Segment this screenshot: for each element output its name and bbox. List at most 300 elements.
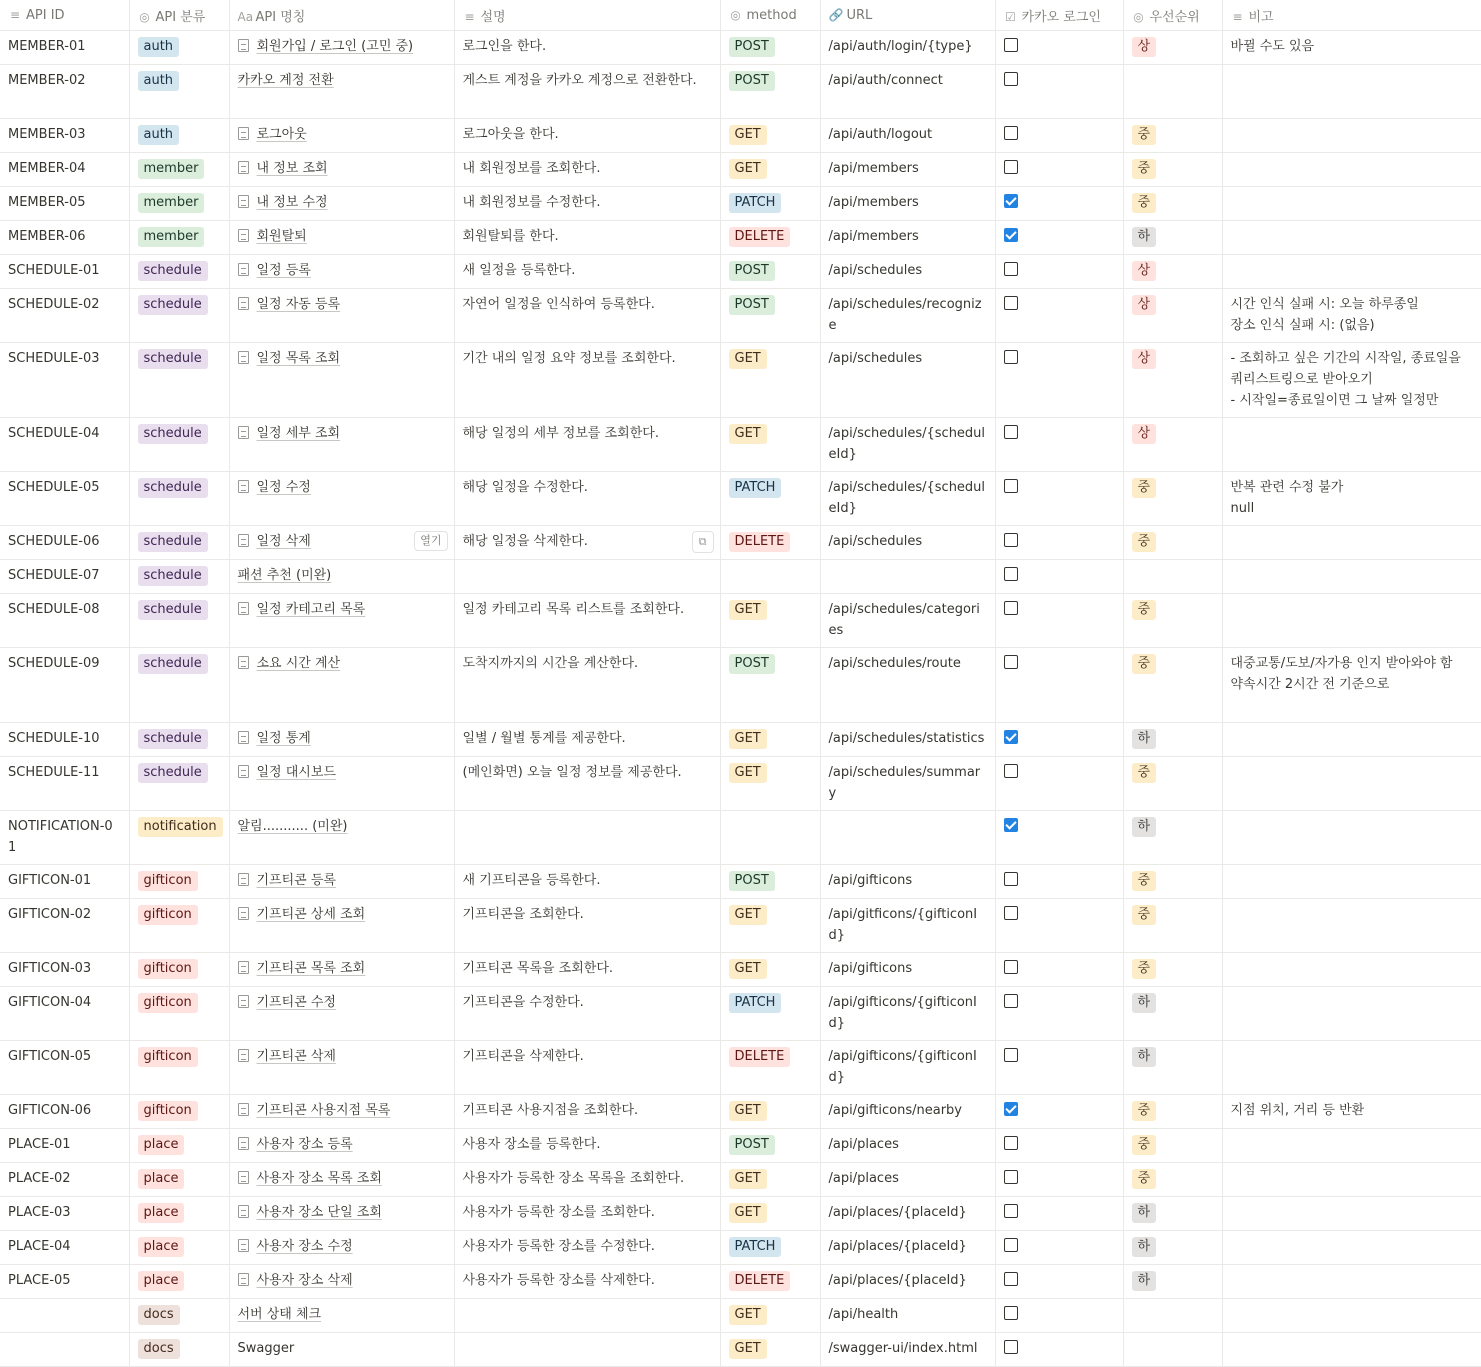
url-cell[interactable]: /api/health	[820, 1299, 995, 1333]
method-cell[interactable]	[720, 865, 820, 899]
description-cell[interactable]	[454, 560, 720, 594]
category-cell[interactable]	[129, 526, 229, 560]
method-cell[interactable]	[720, 953, 820, 987]
category-cell[interactable]	[129, 418, 229, 472]
checkbox-unchecked[interactable]	[1004, 872, 1018, 886]
api-name-link[interactable]: 일정 대시보드	[256, 765, 336, 780]
description-cell[interactable]	[454, 987, 720, 1041]
description-cell[interactable]	[454, 953, 720, 987]
method-cell[interactable]	[720, 648, 820, 723]
category-cell[interactable]	[129, 1265, 229, 1299]
checkbox-unchecked[interactable]	[1004, 960, 1018, 974]
header-priority[interactable]	[1123, 0, 1222, 31]
api-name-cell[interactable]	[229, 1333, 454, 1367]
description-cell[interactable]	[454, 1265, 720, 1299]
api-name-link[interactable]: 사용자 장소 목록 조회	[256, 1171, 382, 1186]
category-cell[interactable]	[129, 153, 229, 187]
copy-icon[interactable]: ⧉	[692, 531, 714, 553]
description-cell[interactable]	[454, 1333, 720, 1367]
url-cell[interactable]: /api/schedules/{scheduleId}	[820, 418, 995, 472]
category-cell[interactable]	[129, 899, 229, 953]
description-cell[interactable]	[454, 119, 720, 153]
api-id-cell[interactable]: PLACE-05	[0, 1265, 129, 1299]
checkbox-unchecked[interactable]	[1004, 1136, 1018, 1150]
checkbox-unchecked[interactable]	[1004, 655, 1018, 669]
note-cell[interactable]	[1222, 594, 1481, 648]
checkbox-checked[interactable]	[1004, 1102, 1018, 1116]
api-name-link[interactable]: 로그아웃	[256, 127, 307, 142]
method-cell[interactable]	[720, 65, 820, 119]
header-category[interactable]	[129, 0, 229, 31]
url-cell[interactable]: /api/gifticons/nearby	[820, 1095, 995, 1129]
note-cell[interactable]	[1222, 187, 1481, 221]
checkbox-unchecked[interactable]	[1004, 601, 1018, 615]
description-cell[interactable]	[454, 153, 720, 187]
priority-cell[interactable]	[1123, 1299, 1222, 1333]
api-name-link[interactable]: 기프티콘 사용지점 목록	[256, 1103, 391, 1118]
api-name-cell[interactable]	[229, 1041, 454, 1095]
api-name-cell[interactable]	[229, 31, 454, 65]
checkbox-unchecked[interactable]	[1004, 126, 1018, 140]
url-cell[interactable]: /api/members	[820, 187, 995, 221]
description-cell[interactable]	[454, 472, 720, 526]
header-api-id[interactable]	[0, 0, 129, 31]
method-cell[interactable]	[720, 1299, 820, 1333]
note-cell[interactable]	[1222, 560, 1481, 594]
api-name-cell[interactable]	[229, 119, 454, 153]
header-url[interactable]	[820, 0, 995, 31]
checkbox-unchecked[interactable]	[1004, 262, 1018, 276]
api-id-cell[interactable]: SCHEDULE-03	[0, 343, 129, 418]
category-cell[interactable]	[129, 1333, 229, 1367]
priority-cell[interactable]	[1123, 65, 1222, 119]
priority-cell[interactable]	[1123, 1197, 1222, 1231]
note-cell[interactable]	[1222, 987, 1481, 1041]
checkbox-unchecked[interactable]	[1004, 1170, 1018, 1184]
method-cell[interactable]	[720, 1041, 820, 1095]
checkbox-unchecked[interactable]	[1004, 1306, 1018, 1320]
checkbox-unchecked[interactable]	[1004, 533, 1018, 547]
api-name-cell[interactable]	[229, 899, 454, 953]
method-cell[interactable]	[720, 1129, 820, 1163]
api-name-link[interactable]: 기프티콘 등록	[256, 873, 336, 888]
api-name-cell[interactable]	[229, 289, 454, 343]
url-cell[interactable]: /api/schedules	[820, 255, 995, 289]
category-cell[interactable]	[129, 648, 229, 723]
note-cell[interactable]	[1222, 221, 1481, 255]
checkbox-unchecked[interactable]	[1004, 1272, 1018, 1286]
url-cell[interactable]: /api/places/{placeId}	[820, 1231, 995, 1265]
category-cell[interactable]	[129, 723, 229, 757]
api-name-link[interactable]: 사용자 장소 단일 조회	[256, 1205, 382, 1220]
note-cell[interactable]	[1222, 31, 1481, 65]
description-cell[interactable]	[454, 255, 720, 289]
method-cell[interactable]	[720, 343, 820, 418]
api-id-cell[interactable]: SCHEDULE-08	[0, 594, 129, 648]
api-name-link[interactable]: 일정 수정	[256, 480, 311, 495]
note-cell[interactable]	[1222, 418, 1481, 472]
url-cell[interactable]: /api/schedules/categories	[820, 594, 995, 648]
priority-cell[interactable]	[1123, 526, 1222, 560]
url-cell[interactable]: /api/schedules/route	[820, 648, 995, 723]
method-cell[interactable]	[720, 1095, 820, 1129]
method-cell[interactable]	[720, 1197, 820, 1231]
priority-cell[interactable]	[1123, 31, 1222, 65]
api-name-cell[interactable]	[229, 723, 454, 757]
category-cell[interactable]	[129, 343, 229, 418]
api-id-cell[interactable]: PLACE-01	[0, 1129, 129, 1163]
checkbox-unchecked[interactable]	[1004, 38, 1018, 52]
note-cell[interactable]	[1222, 472, 1481, 526]
priority-cell[interactable]	[1123, 119, 1222, 153]
priority-cell[interactable]	[1123, 723, 1222, 757]
note-cell[interactable]	[1222, 1041, 1481, 1095]
description-cell[interactable]	[454, 1163, 720, 1197]
method-cell[interactable]	[720, 987, 820, 1041]
note-cell[interactable]	[1222, 1129, 1481, 1163]
checkbox-unchecked[interactable]	[1004, 425, 1018, 439]
url-cell[interactable]: /api/schedules/summary	[820, 757, 995, 811]
priority-cell[interactable]	[1123, 472, 1222, 526]
api-name-link[interactable]: 일정 통계	[256, 731, 311, 746]
method-cell[interactable]	[720, 119, 820, 153]
header-method[interactable]	[720, 0, 820, 31]
api-id-cell[interactable]	[0, 1299, 129, 1333]
description-cell[interactable]	[454, 31, 720, 65]
api-id-cell[interactable]: GIFTICON-05	[0, 1041, 129, 1095]
api-name-cell[interactable]	[229, 1197, 454, 1231]
api-id-cell[interactable]: GIFTICON-04	[0, 987, 129, 1041]
api-name-link[interactable]: 사용자 장소 삭제	[256, 1273, 353, 1288]
description-cell[interactable]	[454, 418, 720, 472]
note-cell[interactable]	[1222, 757, 1481, 811]
note-cell[interactable]	[1222, 723, 1481, 757]
method-cell[interactable]	[720, 221, 820, 255]
method-cell[interactable]	[720, 757, 820, 811]
api-id-cell[interactable]: SCHEDULE-10	[0, 723, 129, 757]
api-name-link[interactable]: 내 정보 수정	[256, 195, 328, 210]
api-name-link[interactable]: 기프티콘 목록 조회	[256, 961, 366, 976]
api-name-link[interactable]: 사용자 장소 수정	[256, 1239, 353, 1254]
note-cell[interactable]	[1222, 255, 1481, 289]
checkbox-unchecked[interactable]	[1004, 350, 1018, 364]
method-cell[interactable]	[720, 472, 820, 526]
url-cell[interactable]: /api/places	[820, 1163, 995, 1197]
api-name-cell[interactable]	[229, 153, 454, 187]
priority-cell[interactable]	[1123, 1041, 1222, 1095]
category-cell[interactable]	[129, 119, 229, 153]
api-id-cell[interactable]	[0, 1333, 129, 1367]
api-name-link[interactable]: 기프티콘 수정	[256, 995, 336, 1010]
priority-cell[interactable]	[1123, 560, 1222, 594]
priority-cell[interactable]	[1123, 899, 1222, 953]
api-name-link[interactable]: 카카오 계정 전환	[237, 73, 334, 88]
url-cell[interactable]: /api/places	[820, 1129, 995, 1163]
api-name-link[interactable]: 회원탈퇴	[256, 229, 307, 244]
api-name-link[interactable]: 사용자 장소 등록	[256, 1137, 353, 1152]
method-cell[interactable]	[720, 594, 820, 648]
category-cell[interactable]	[129, 953, 229, 987]
api-id-cell[interactable]: MEMBER-02	[0, 65, 129, 119]
checkbox-unchecked[interactable]	[1004, 1048, 1018, 1062]
category-cell[interactable]	[129, 1041, 229, 1095]
api-id-cell[interactable]: MEMBER-03	[0, 119, 129, 153]
api-id-cell[interactable]: MEMBER-05	[0, 187, 129, 221]
note-cell[interactable]	[1222, 343, 1481, 418]
url-cell[interactable]: /api/gifticons	[820, 953, 995, 987]
api-name-cell[interactable]	[229, 343, 454, 418]
description-cell[interactable]	[454, 221, 720, 255]
api-name-link[interactable]: 일정 세부 조회	[256, 426, 341, 441]
checkbox-unchecked[interactable]	[1004, 567, 1018, 581]
description-cell[interactable]	[454, 526, 720, 560]
checkbox-unchecked[interactable]	[1004, 1238, 1018, 1252]
api-name-cell[interactable]	[229, 418, 454, 472]
url-cell[interactable]: /api/places/{placeId}	[820, 1265, 995, 1299]
api-id-cell[interactable]: SCHEDULE-09	[0, 648, 129, 723]
api-name-cell[interactable]	[229, 65, 454, 119]
priority-cell[interactable]	[1123, 1095, 1222, 1129]
api-name-cell[interactable]	[229, 1265, 454, 1299]
api-id-cell[interactable]: PLACE-03	[0, 1197, 129, 1231]
method-cell[interactable]	[720, 187, 820, 221]
checkbox-unchecked[interactable]	[1004, 906, 1018, 920]
method-cell[interactable]	[720, 560, 820, 594]
url-cell[interactable]: /api/auth/login/{type}	[820, 31, 995, 65]
api-name-link[interactable]: 일정 목록 조회	[256, 351, 341, 366]
category-cell[interactable]	[129, 1095, 229, 1129]
api-name-cell[interactable]	[229, 187, 454, 221]
method-cell[interactable]	[720, 255, 820, 289]
checkbox-checked[interactable]	[1004, 228, 1018, 242]
api-name-cell[interactable]	[229, 1299, 454, 1333]
category-cell[interactable]	[129, 1129, 229, 1163]
priority-cell[interactable]	[1123, 289, 1222, 343]
description-cell[interactable]	[454, 865, 720, 899]
api-name-cell[interactable]	[229, 526, 454, 560]
api-id-cell[interactable]: MEMBER-04	[0, 153, 129, 187]
description-cell[interactable]	[454, 289, 720, 343]
api-id-cell[interactable]: GIFTICON-01	[0, 865, 129, 899]
api-name-cell[interactable]	[229, 648, 454, 723]
note-cell[interactable]	[1222, 1299, 1481, 1333]
priority-cell[interactable]	[1123, 255, 1222, 289]
description-cell[interactable]	[454, 594, 720, 648]
description-cell[interactable]	[454, 65, 720, 119]
api-name-cell[interactable]	[229, 1163, 454, 1197]
note-cell[interactable]	[1222, 119, 1481, 153]
description-cell[interactable]	[454, 648, 720, 723]
api-name-link[interactable]: 패션 추천 (미완)	[237, 568, 332, 583]
category-cell[interactable]	[129, 987, 229, 1041]
priority-cell[interactable]	[1123, 1163, 1222, 1197]
api-id-cell[interactable]: SCHEDULE-04	[0, 418, 129, 472]
priority-cell[interactable]	[1123, 343, 1222, 418]
method-cell[interactable]	[720, 1265, 820, 1299]
url-cell[interactable]: /api/places/{placeId}	[820, 1197, 995, 1231]
api-id-cell[interactable]: GIFTICON-03	[0, 953, 129, 987]
api-name-cell[interactable]	[229, 1095, 454, 1129]
category-cell[interactable]	[129, 31, 229, 65]
api-id-cell[interactable]: SCHEDULE-07	[0, 560, 129, 594]
checkbox-checked[interactable]	[1004, 730, 1018, 744]
priority-cell[interactable]	[1123, 953, 1222, 987]
url-cell[interactable]	[820, 811, 995, 865]
description-cell[interactable]	[454, 811, 720, 865]
api-id-cell[interactable]: SCHEDULE-01	[0, 255, 129, 289]
method-cell[interactable]	[720, 153, 820, 187]
note-cell[interactable]	[1222, 648, 1481, 723]
category-cell[interactable]	[129, 255, 229, 289]
url-cell[interactable]: /api/schedules/recognize	[820, 289, 995, 343]
description-cell[interactable]	[454, 1129, 720, 1163]
checkbox-unchecked[interactable]	[1004, 160, 1018, 174]
method-cell[interactable]	[720, 31, 820, 65]
url-cell[interactable]: /api/gifticons/{gifticonId}	[820, 1041, 995, 1095]
priority-cell[interactable]	[1123, 418, 1222, 472]
api-name-cell[interactable]	[229, 987, 454, 1041]
note-cell[interactable]	[1222, 811, 1481, 865]
api-id-cell[interactable]: GIFTICON-02	[0, 899, 129, 953]
url-cell[interactable]: /api/auth/connect	[820, 65, 995, 119]
api-name-cell[interactable]	[229, 560, 454, 594]
method-cell[interactable]	[720, 289, 820, 343]
url-cell[interactable]: /api/schedules	[820, 343, 995, 418]
method-cell[interactable]	[720, 418, 820, 472]
note-cell[interactable]	[1222, 865, 1481, 899]
api-name-cell[interactable]	[229, 811, 454, 865]
method-cell[interactable]	[720, 1333, 820, 1367]
api-name-cell[interactable]	[229, 472, 454, 526]
description-cell[interactable]	[454, 723, 720, 757]
category-cell[interactable]	[129, 865, 229, 899]
api-name-link[interactable]: 일정 자동 등록	[256, 297, 341, 312]
category-cell[interactable]	[129, 560, 229, 594]
description-cell[interactable]	[454, 343, 720, 418]
priority-cell[interactable]	[1123, 153, 1222, 187]
header-note[interactable]	[1222, 0, 1481, 31]
method-cell[interactable]	[720, 811, 820, 865]
url-cell[interactable]: /api/gitficons/{gifticonId}	[820, 899, 995, 953]
header-api-name[interactable]	[229, 0, 454, 31]
priority-cell[interactable]	[1123, 221, 1222, 255]
api-name-cell[interactable]	[229, 953, 454, 987]
note-cell[interactable]	[1222, 1265, 1481, 1299]
checkbox-unchecked[interactable]	[1004, 994, 1018, 1008]
priority-cell[interactable]	[1123, 757, 1222, 811]
category-cell[interactable]	[129, 594, 229, 648]
api-id-cell[interactable]: NOTIFICATION-01	[0, 811, 129, 865]
api-id-cell[interactable]: GIFTICON-06	[0, 1095, 129, 1129]
api-name-link[interactable]: 기프티콘 삭제	[256, 1049, 336, 1064]
category-cell[interactable]	[129, 289, 229, 343]
category-cell[interactable]	[129, 472, 229, 526]
priority-cell[interactable]	[1123, 987, 1222, 1041]
category-cell[interactable]	[129, 187, 229, 221]
note-cell[interactable]	[1222, 899, 1481, 953]
priority-cell[interactable]	[1123, 1129, 1222, 1163]
url-cell[interactable]: /api/schedules	[820, 526, 995, 560]
note-cell[interactable]	[1222, 1197, 1481, 1231]
api-name-cell[interactable]	[229, 865, 454, 899]
description-cell[interactable]	[454, 1095, 720, 1129]
api-name-link[interactable]: 일정 등록	[256, 263, 311, 278]
note-cell[interactable]	[1222, 65, 1481, 119]
checkbox-checked[interactable]	[1004, 818, 1018, 832]
checkbox-unchecked[interactable]	[1004, 479, 1018, 493]
api-name-cell[interactable]	[229, 1129, 454, 1163]
checkbox-unchecked[interactable]	[1004, 1204, 1018, 1218]
open-button[interactable]: 열기	[414, 531, 447, 551]
checkbox-checked[interactable]	[1004, 194, 1018, 208]
category-cell[interactable]	[129, 65, 229, 119]
description-cell[interactable]	[454, 757, 720, 811]
note-cell[interactable]	[1222, 1095, 1481, 1129]
note-cell[interactable]	[1222, 953, 1481, 987]
priority-cell[interactable]	[1123, 1265, 1222, 1299]
description-cell[interactable]	[454, 187, 720, 221]
note-cell[interactable]	[1222, 526, 1481, 560]
api-id-cell[interactable]: SCHEDULE-02	[0, 289, 129, 343]
url-cell[interactable]: /api/gifticons	[820, 865, 995, 899]
note-cell[interactable]	[1222, 289, 1481, 343]
api-name-cell[interactable]	[229, 255, 454, 289]
header-description[interactable]	[454, 0, 720, 31]
note-cell[interactable]	[1222, 1163, 1481, 1197]
category-cell[interactable]	[129, 221, 229, 255]
priority-cell[interactable]	[1123, 187, 1222, 221]
url-cell[interactable]: /api/schedules/statistics	[820, 723, 995, 757]
checkbox-unchecked[interactable]	[1004, 296, 1018, 310]
description-cell[interactable]	[454, 899, 720, 953]
api-name-cell[interactable]	[229, 757, 454, 811]
category-cell[interactable]	[129, 1163, 229, 1197]
api-id-cell[interactable]: SCHEDULE-11	[0, 757, 129, 811]
url-cell[interactable]: /api/schedules/{scheduleId}	[820, 472, 995, 526]
method-cell[interactable]	[720, 723, 820, 757]
api-id-cell[interactable]: SCHEDULE-05	[0, 472, 129, 526]
category-cell[interactable]	[129, 757, 229, 811]
priority-cell[interactable]	[1123, 594, 1222, 648]
checkbox-unchecked[interactable]	[1004, 764, 1018, 778]
api-id-cell[interactable]: MEMBER-06	[0, 221, 129, 255]
category-cell[interactable]	[129, 1299, 229, 1333]
api-id-cell[interactable]: PLACE-04	[0, 1231, 129, 1265]
priority-cell[interactable]	[1123, 1333, 1222, 1367]
api-name-link[interactable]: 서버 상태 체크	[237, 1307, 322, 1322]
method-cell[interactable]	[720, 526, 820, 560]
category-cell[interactable]	[129, 1197, 229, 1231]
api-name-link[interactable]: 알림........... (미완)	[237, 819, 348, 834]
priority-cell[interactable]	[1123, 811, 1222, 865]
url-cell[interactable]: /api/members	[820, 153, 995, 187]
checkbox-unchecked[interactable]	[1004, 1340, 1018, 1354]
method-cell[interactable]	[720, 899, 820, 953]
checkbox-unchecked[interactable]	[1004, 72, 1018, 86]
note-cell[interactable]	[1222, 1333, 1481, 1367]
api-name-cell[interactable]	[229, 594, 454, 648]
description-cell[interactable]	[454, 1299, 720, 1333]
description-cell[interactable]	[454, 1197, 720, 1231]
api-name-link[interactable]: Swagger	[237, 1341, 295, 1356]
api-id-cell[interactable]: MEMBER-01	[0, 31, 129, 65]
method-cell[interactable]	[720, 1163, 820, 1197]
url-cell[interactable]: /api/auth/logout	[820, 119, 995, 153]
priority-cell[interactable]	[1123, 865, 1222, 899]
note-cell[interactable]	[1222, 153, 1481, 187]
api-name-link[interactable]: 일정 삭제	[256, 534, 311, 549]
url-cell[interactable]: /api/gifticons/{gifticonId}	[820, 987, 995, 1041]
